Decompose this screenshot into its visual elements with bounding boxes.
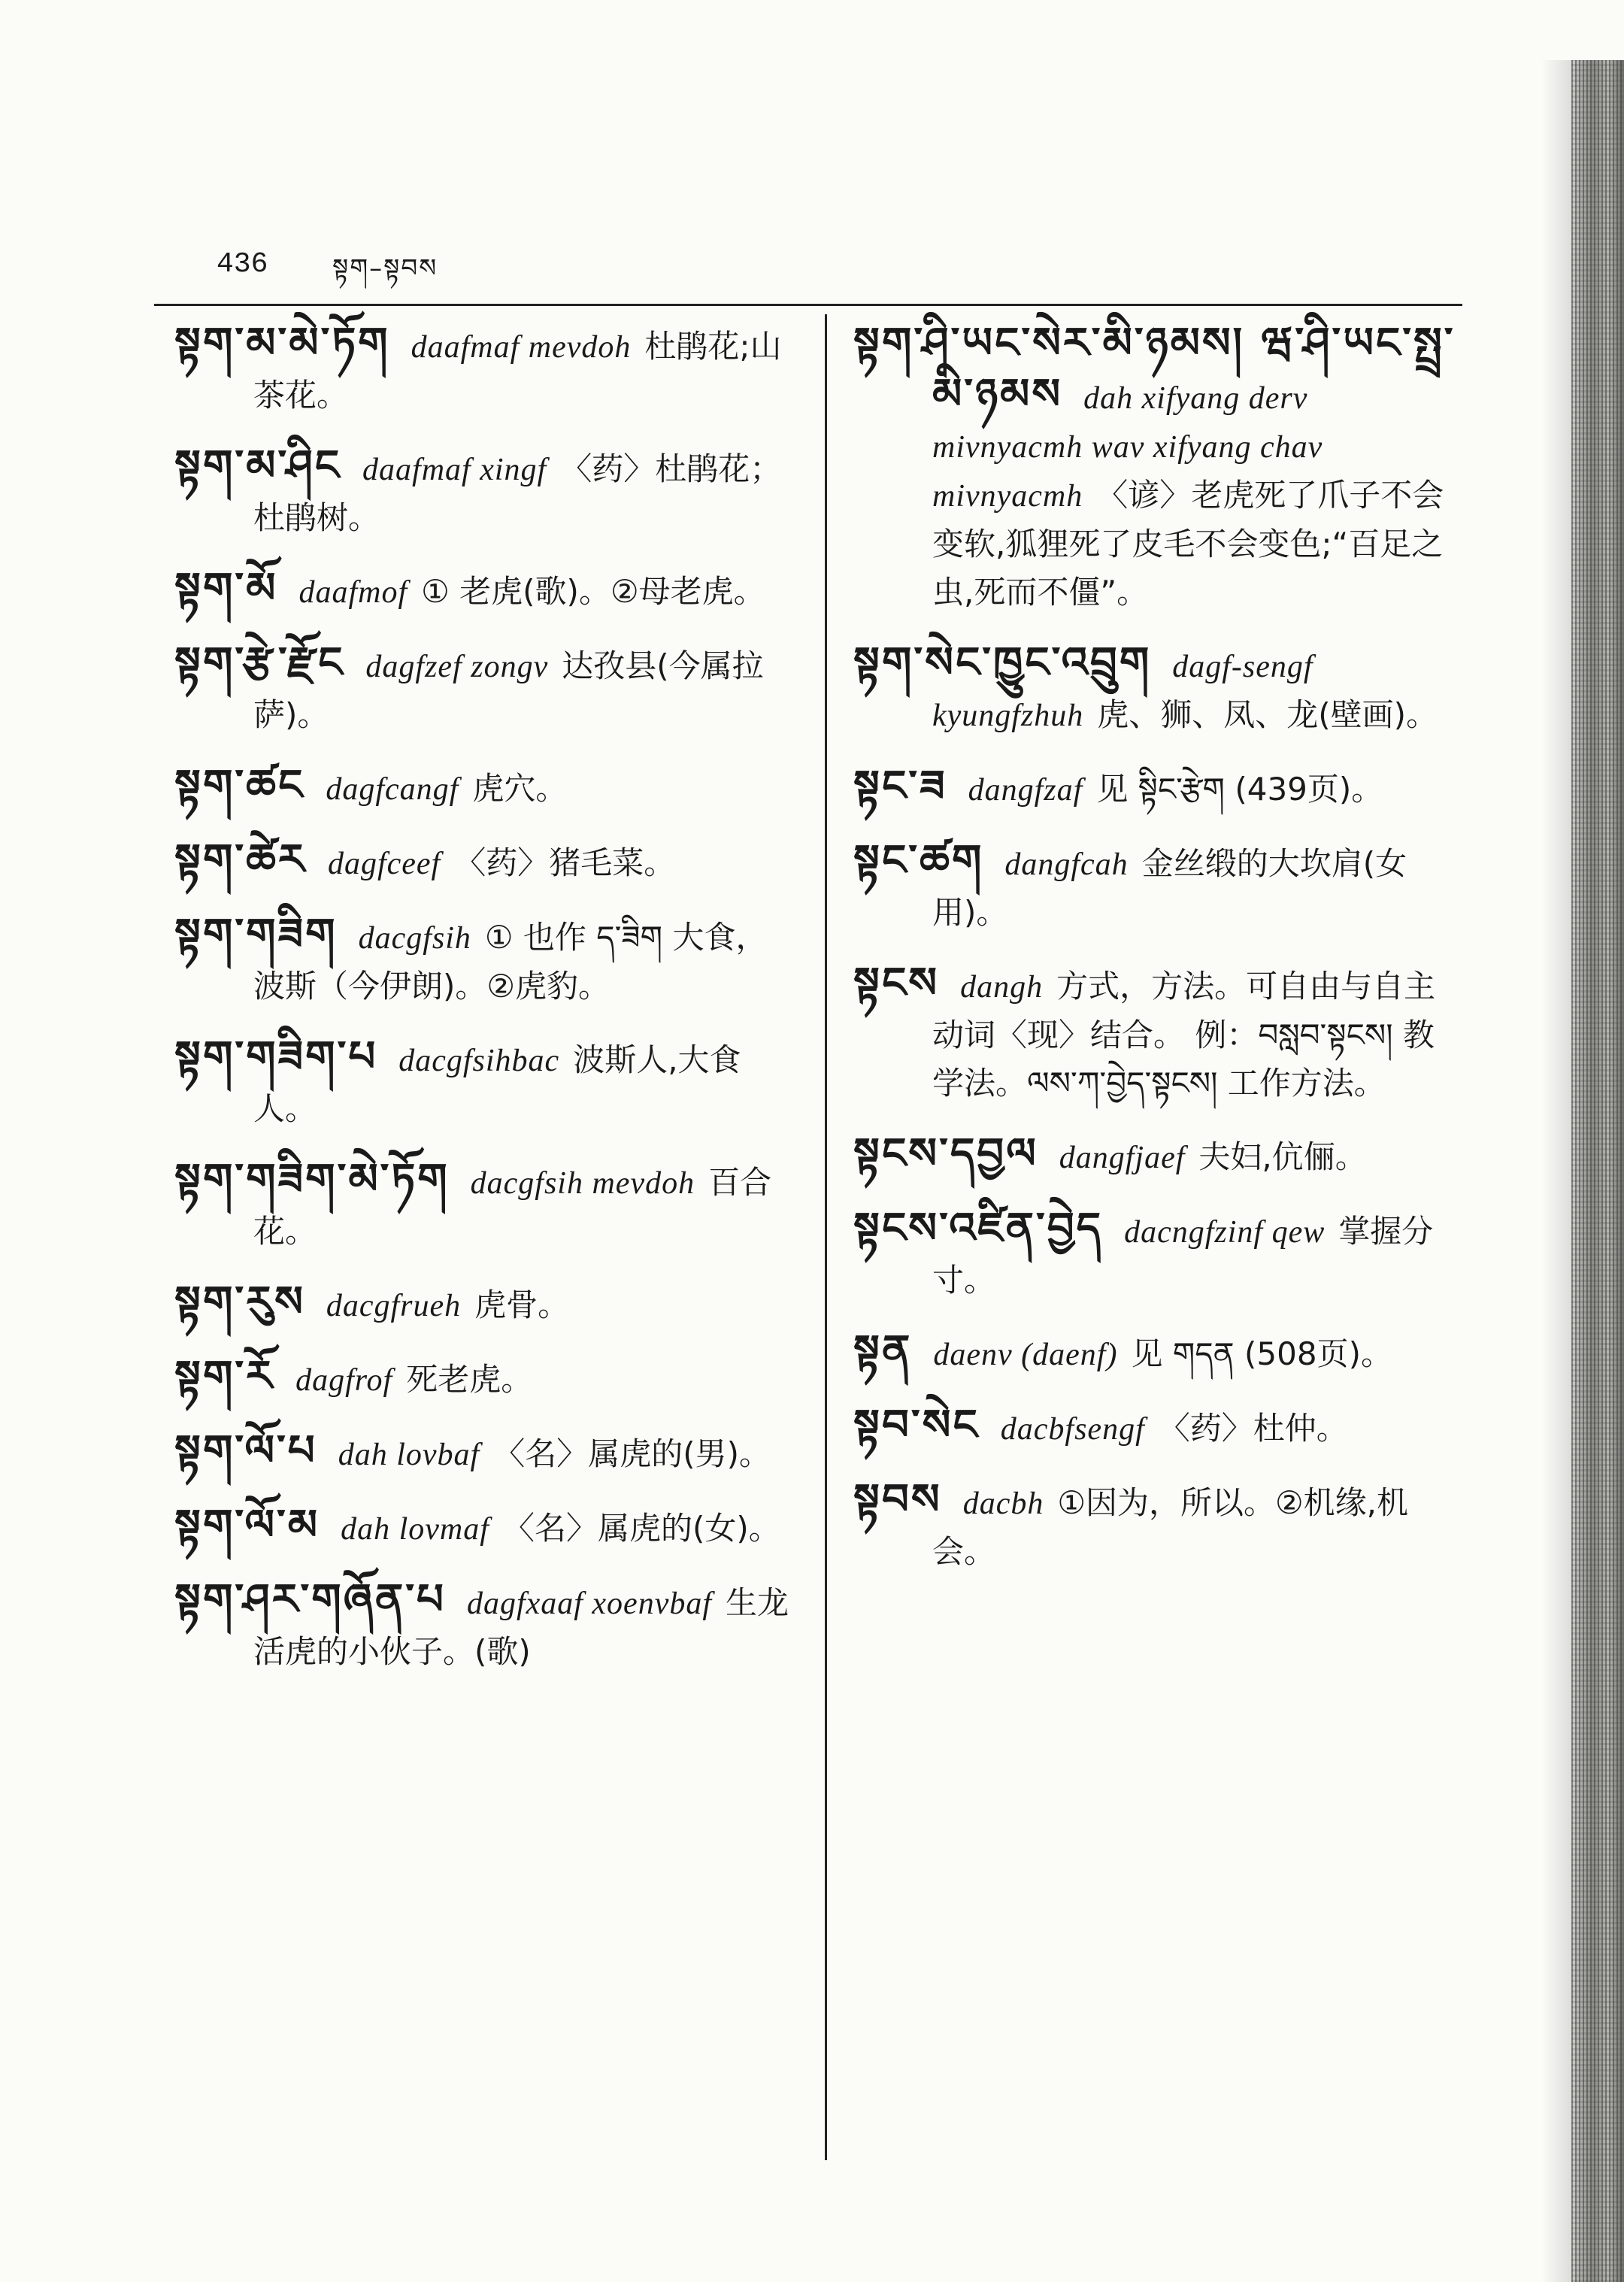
entry-gloss: 〈药〉杜鹃花；杜鹃树。 [253,450,782,536]
page-edge-shadow [1541,60,1571,2282]
entry-headword: སྟག་མ་ཤིང [174,441,342,490]
page-number: 436 [217,248,268,280]
entry-headword: སྟབ་སེང [853,1401,980,1450]
dictionary-entry [174,1427,798,1479]
entry-headword: སྟབས [853,1475,942,1524]
entry-gloss: 掌握分寸。 [932,1213,1434,1299]
dictionary-entry [853,1402,1459,1453]
entry-romanization: dacgfrueh [326,1289,462,1323]
entry-gloss: 金丝缎的大坎肩(女用)。 [932,845,1407,931]
dictionary-entry [174,639,798,739]
entry-headword: སྟག་རོ [174,1352,275,1401]
entry-headword: སྟག་རྩེ་རྫོང [174,638,345,687]
entry-headword: སྟག་མོ [174,564,278,613]
entry-romanization: dagf-sengf kyungfzhuh [932,650,1313,733]
entry-gloss: 生龙活虎的小伙子。(歌) [253,1584,789,1670]
entry-romanization: dagfzef zongν [365,650,549,684]
entry-romanization: dagfxaaf xoenνbaf [466,1586,713,1621]
dictionary-entry [853,837,1459,937]
dictionary-entry [174,1278,798,1330]
entry-headword: སྟག་ལོ་མ [174,1501,320,1550]
dictionary-entry [853,1476,1459,1576]
entry-romanization: dangfzaf [968,773,1083,808]
dictionary-entry [174,320,798,420]
entry-romanization: dah xifyang derν miνnyacmh waν xifyang chaν miνnyacmh [932,381,1323,514]
entry-gloss: 虎、狮、凤、龙(壁画)。 [1097,696,1438,733]
entry-romanization: daafmaf meνdoh [411,330,632,365]
entry-romanization: dagfrof [295,1363,393,1398]
entry-headword: སྟག་སེང་ཁྱུང་འབྲུག [853,638,1152,687]
dictionary-entry [174,762,798,814]
entry-romanization: dah loνbaf [338,1438,480,1472]
entry-gloss: 〈谚〉老虎死了爪子不会变软,狐狸死了皮毛不会变色;“百足之虫,死而不僵”。 [932,477,1444,611]
entry-romanization: daafmof [298,575,408,610]
entry-headword: སྟངས [853,959,940,1008]
entry-romanization: dacngfzinf qew [1124,1215,1326,1250]
dictionary-entry [853,959,1459,1108]
entry-headword: སྟན [853,1326,913,1375]
entry-romanization: dangh [960,970,1044,1005]
dictionary-entry [174,565,798,617]
entry-headword: སྟང་ཟ [853,762,947,811]
entry-gloss: 死老虎。 [406,1361,533,1398]
entry-gloss: ① 老虎(歌)。②母老虎。 [421,573,765,610]
entry-gloss: 夫妇,伉俪。 [1198,1138,1367,1175]
entry-headword: སྟག་ཚང [174,761,305,810]
entry-headword: སྟང་ཚག [853,836,984,885]
entry-gloss: 虎穴。 [472,770,568,807]
dictionary-entry [174,836,798,888]
entry-gloss: 〈药〉杜仲。 [1158,1410,1348,1447]
entry-romanization: dangfcah [1004,847,1129,882]
dictionary-entry [174,1576,798,1676]
dictionary-entry [853,762,1459,814]
entry-headword: སྟངས་འཛིན་བྱེད [853,1204,1104,1253]
entry-romanization: dacgfsih [358,921,471,956]
entry-headword: སྟངས་དབྱལ [853,1129,1038,1178]
entry-headword: སྟག་རུས [174,1277,305,1326]
entry-headword: སྟག་ཤི་ཡང་སེར་མི་ཉམས། ཝ་ཤི་ཡང་སྤྲ་མི་ཉམས [853,319,1456,419]
entry-headword: སྟག་ཚེར [174,835,307,884]
entry-gloss: 〈药〉猪毛菜。 [454,844,676,881]
entry-gloss: ① 也作 ད་ཟིག 大食，波斯（今伊朗)。②虎豹。 [253,919,768,1005]
running-head: སྟག–སྟབས [332,253,438,283]
entry-headword: སྟག་ལོ་པ [174,1426,317,1475]
entry-gloss: ①因为，所以。②机缘,机会。 [932,1484,1409,1570]
entry-headword: སྟག་གཟིག་མེ་ཏོག [174,1155,450,1204]
entry-romanization: daenν (daenf) [933,1338,1118,1372]
entry-romanization: daafmaf xingf [362,453,547,487]
dictionary-entry [174,442,798,542]
dictionary-entry [174,1156,798,1256]
book-page-edge [1571,60,1624,2282]
entry-headword: སྟག་མ་མེ་ཏོག [174,319,390,368]
entry-romanization: dangfjaef [1059,1141,1186,1175]
dictionary-entry [853,320,1459,617]
dictionary-entry [174,1033,798,1133]
entry-gloss: 方式，方法。可自由与自主动词〈现〉结合。 例：བསླབ་སྟངས། 教学法。ལས་ཀ་བྱེད་སྟངས། 工作方法。 [932,968,1436,1102]
entry-gloss: 波斯人,大食人。 [253,1041,741,1127]
entry-headword: སྟག་གཟིག [174,910,338,959]
entry-romanization: dah loνmaf [341,1512,489,1547]
entry-romanization: dagfcangf [326,772,459,807]
entry-gloss: 虎骨。 [474,1286,570,1323]
entry-gloss: 百合花。 [253,1164,772,1250]
entry-gloss: 见 གདན (508页)。 [1131,1335,1392,1372]
entry-gloss: 〈名〉属虎的(女)。 [502,1510,780,1547]
entry-romanization: dagfceef [327,847,441,881]
entry-gloss: 杜鹃花;山茶花。 [253,328,782,414]
column-divider [825,314,827,2160]
entry-gloss: 达孜县(今属拉萨)。 [253,647,764,733]
dictionary-entry [174,1502,798,1553]
entry-gloss: 〈名〉属虎的(男)。 [493,1435,771,1472]
header-rule [154,304,1462,306]
dictionary-entry [853,639,1459,740]
entry-romanization: dacbh [962,1486,1044,1521]
entry-romanization: dacgfsihbac [398,1044,560,1078]
left-column [174,320,798,1699]
entry-romanization: dacgfsih meνdoh [470,1166,695,1201]
entry-headword: སྟག་ཤར་གཞོན་པ [174,1575,446,1624]
entry-romanization: dacbfsengf [1000,1412,1145,1447]
entry-gloss: 见 སྟིང་རྩེག (439页)。 [1096,771,1383,808]
dictionary-entry [853,1130,1459,1182]
right-column [853,320,1459,1599]
dictionary-entry [174,1353,798,1405]
entry-headword: སྟག་གཟིག་པ [174,1032,378,1081]
dictionary-entry [853,1327,1459,1379]
dictionary-entry [174,911,798,1011]
dictionary-entry [853,1205,1459,1305]
